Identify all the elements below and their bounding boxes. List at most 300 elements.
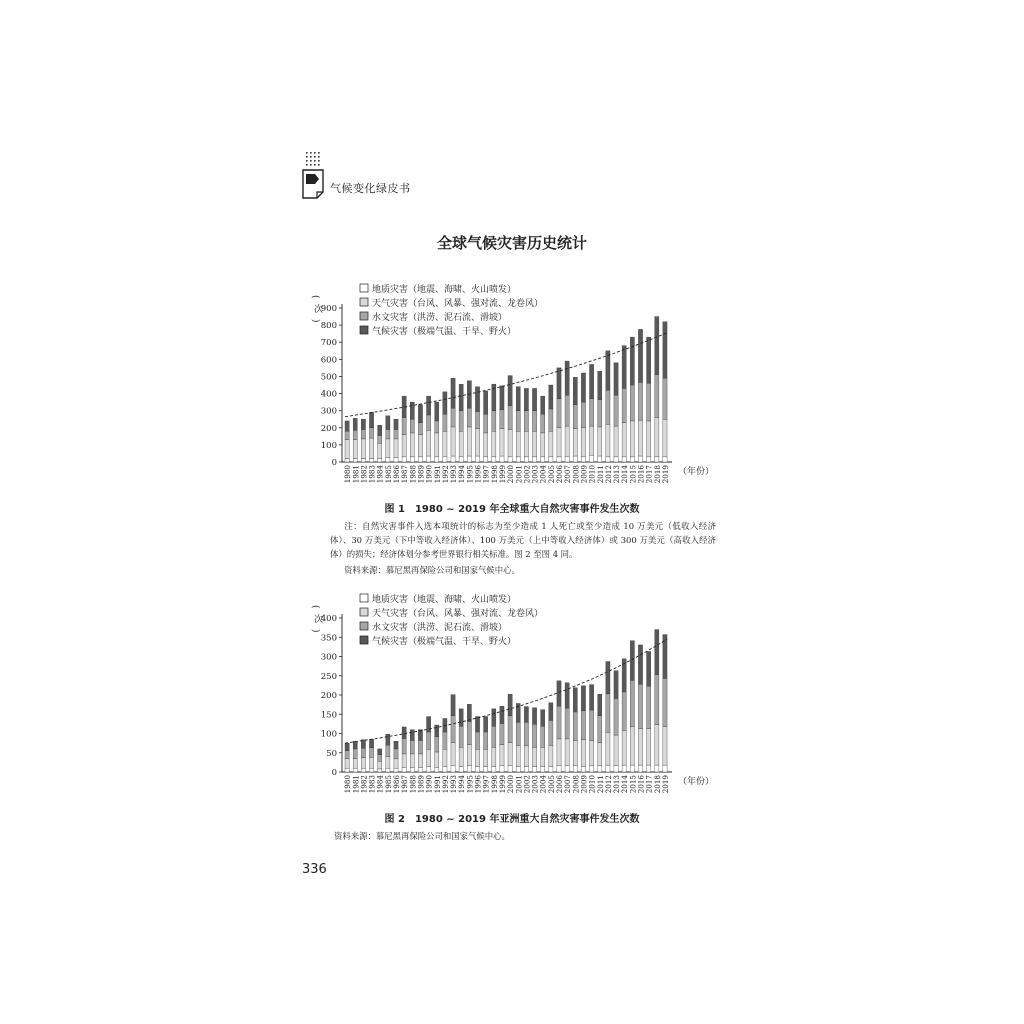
- bar-segment: [378, 755, 382, 762]
- x-tick-label: 2007: [563, 775, 573, 794]
- bar-segment: [443, 392, 447, 414]
- bar-segment: [590, 364, 594, 398]
- bar-segment: [598, 427, 602, 456]
- bar-segment: [614, 363, 618, 396]
- bar-segment: [361, 748, 365, 758]
- bar-segment: [361, 459, 365, 462]
- x-tick-label: 2000: [506, 465, 516, 484]
- bar-segment: [459, 457, 463, 462]
- bar-segment: [524, 388, 528, 410]
- bar-segment: [427, 415, 431, 430]
- x-tick-label: 1989: [416, 465, 426, 484]
- x-tick-label: 1985: [383, 775, 393, 794]
- legend-label: 天气灾害（台风、风暴、强对流、龙卷风）: [372, 609, 544, 619]
- bar-segment: [524, 457, 528, 462]
- bar-segment: [459, 726, 463, 747]
- bar-segment: [590, 710, 594, 741]
- y-axis-label-bracket: (: [310, 295, 320, 299]
- bar-segment: [361, 758, 365, 768]
- bar-segment: [394, 749, 398, 759]
- bar-segment: [378, 769, 382, 772]
- bar-segment: [598, 743, 602, 766]
- figure-note: [330, 519, 716, 561]
- x-tick-label: 2011: [595, 775, 605, 794]
- bar-segment: [418, 405, 422, 423]
- x-tick-label: 1992: [440, 465, 450, 484]
- bar-segment: [361, 768, 365, 772]
- x-tick-label: 1988: [408, 465, 418, 484]
- bar-segment: [394, 439, 398, 458]
- bar-segment: [467, 456, 471, 462]
- legend-swatch: [360, 622, 368, 630]
- bar-segment: [532, 724, 536, 747]
- legend-label: 天气灾害（台风、风暴、强对流、龙卷风）: [372, 299, 544, 309]
- bar-segment: [614, 698, 618, 735]
- bar-segment: [655, 765, 659, 772]
- figure-1-caption: 图 1 1980 ~ 2019 年全球重大自然灾害事件发生次数: [384, 504, 640, 515]
- bar-segment: [353, 768, 357, 772]
- bar-segment: [353, 459, 357, 462]
- bar-segment: [394, 741, 398, 749]
- bar-segment: [598, 456, 602, 462]
- legend-label: 地质灾害（地震、海啸、火山喷发）: [372, 285, 517, 295]
- x-tick-label: 1983: [367, 775, 377, 794]
- bar-segment: [451, 766, 455, 772]
- bar-segment: [516, 457, 520, 462]
- legend-swatch: [360, 298, 368, 306]
- y-tick-label: 0: [331, 768, 337, 778]
- bar-segment: [655, 375, 659, 418]
- x-axis-label: （年份）: [678, 467, 715, 477]
- bar-segment: [581, 740, 585, 767]
- x-tick-label: 1981: [351, 465, 361, 484]
- bar-segment: [541, 457, 545, 462]
- bar-segment: [451, 695, 455, 716]
- x-tick-label: 2018: [652, 775, 662, 794]
- trend-line: [345, 639, 667, 743]
- bar-segment: [427, 732, 431, 749]
- bar-segment: [557, 739, 561, 766]
- bar-segment: [532, 431, 536, 457]
- bar-segment: [655, 317, 659, 375]
- bar-segment: [484, 457, 488, 462]
- x-tick-label: 2008: [571, 775, 581, 794]
- bar-segment: [638, 329, 642, 382]
- bar-segment: [606, 351, 610, 390]
- bar-segment: [524, 411, 528, 432]
- bar-segment: [353, 440, 357, 459]
- x-tick-label: 2014: [620, 465, 630, 484]
- bar-segment: [590, 455, 594, 462]
- bar-segment: [638, 420, 642, 456]
- bar-segment: [581, 686, 585, 711]
- x-tick-label: 2008: [571, 465, 581, 484]
- x-tick-label: 2019: [660, 465, 670, 484]
- bar-segment: [508, 694, 512, 716]
- bar-segment: [345, 421, 349, 431]
- x-tick-label: 1983: [367, 465, 377, 484]
- bar-segment: [598, 766, 602, 772]
- figure-2-caption: 图 2 1980 ~ 2019 年亚洲重大自然灾害事件发生次数: [384, 814, 640, 825]
- bar-segment: [386, 439, 390, 458]
- bar-segment: [443, 767, 447, 772]
- bar-segment: [435, 737, 439, 752]
- bar-segment: [524, 722, 528, 745]
- x-tick-label: 2016: [636, 465, 646, 484]
- bar-segment: [410, 419, 414, 433]
- running-header-title: 气候变化绿皮书: [330, 182, 411, 195]
- y-tick-label: 500: [320, 372, 337, 383]
- x-tick-label: 1994: [457, 775, 467, 794]
- x-tick-label: 2006: [555, 465, 564, 484]
- y-tick-label: 200: [320, 423, 337, 434]
- x-tick-label: 2009: [579, 465, 589, 484]
- bar-segment: [647, 421, 651, 457]
- bar-segment: [573, 688, 577, 712]
- bar-segment: [598, 400, 602, 427]
- x-tick-label: 2012: [603, 775, 613, 794]
- x-tick-label: 1984: [375, 465, 385, 484]
- bar-segment: [581, 402, 585, 428]
- bar-segment: [459, 411, 463, 432]
- bar-segment: [638, 382, 642, 420]
- bar-segment: [663, 378, 667, 419]
- x-tick-label: 1990: [424, 775, 434, 794]
- bar-segment: [427, 749, 431, 766]
- bar-segment: [516, 767, 520, 772]
- bar-segment: [598, 694, 602, 716]
- bar-segment: [655, 725, 659, 765]
- bar-segment: [565, 426, 569, 457]
- bar-segment: [484, 767, 488, 772]
- x-tick-label: 2003: [530, 775, 540, 794]
- bar-segment: [467, 427, 471, 456]
- x-tick-label: 1999: [497, 775, 507, 794]
- bar-segment: [614, 766, 618, 772]
- bar-segment: [361, 429, 365, 438]
- bar-segment: [598, 716, 602, 743]
- x-tick-label: 1986: [392, 775, 401, 794]
- bar-segment: [369, 412, 373, 427]
- bar-segment: [541, 433, 545, 457]
- legend-label: 地质灾害（地震、海啸、火山喷发）: [372, 595, 517, 605]
- bar-segment: [549, 385, 553, 409]
- bar-segment: [459, 709, 463, 726]
- bar-segment: [386, 745, 390, 757]
- bar-segment: [410, 433, 414, 457]
- x-tick-label: 2018: [652, 465, 662, 484]
- bar-segment: [549, 745, 553, 766]
- bar-segment: [630, 765, 634, 772]
- bar-segment: [647, 457, 651, 462]
- bar-segment: [500, 766, 504, 772]
- x-tick-label: 2005: [546, 465, 556, 484]
- x-tick-label: 1986: [392, 465, 401, 484]
- bar-segment: [418, 423, 422, 435]
- x-tick-label: 2013: [612, 775, 622, 794]
- bar-segment: [353, 759, 357, 769]
- bar-segment: [484, 414, 488, 433]
- x-tick-label: 1985: [383, 465, 393, 484]
- bar-segment: [394, 429, 398, 438]
- bar-segment: [451, 408, 455, 427]
- x-tick-label: 2009: [579, 775, 589, 794]
- bar-segment: [606, 732, 610, 765]
- bar-segment: [557, 368, 561, 399]
- bar-segment: [435, 421, 439, 433]
- bar-segment: [475, 749, 479, 766]
- x-tick-label: 1998: [489, 465, 499, 484]
- x-tick-label: 2010: [587, 465, 597, 484]
- bar-segment: [638, 456, 642, 462]
- bar-segment: [549, 720, 553, 745]
- bar-segment: [492, 709, 496, 726]
- bar-segment: [459, 431, 463, 457]
- bar-segment: [630, 385, 634, 421]
- x-tick-label: 1995: [465, 775, 475, 794]
- bar-segment: [492, 767, 496, 772]
- bar-segment: [435, 457, 439, 462]
- x-tick-label: 1982: [359, 465, 369, 484]
- bar-segment: [638, 645, 642, 684]
- x-tick-label: 1999: [497, 465, 507, 484]
- bar-segment: [573, 405, 577, 429]
- x-tick-label: 1996: [473, 465, 483, 484]
- x-tick-label: 2004: [538, 775, 548, 794]
- bar-segment: [565, 708, 569, 739]
- bar-segment: [394, 768, 398, 772]
- x-tick-label: 2006: [555, 775, 564, 794]
- bar-segment: [427, 456, 431, 462]
- bar-segment: [541, 747, 545, 766]
- legend-swatch: [360, 636, 368, 644]
- x-tick-label: 1997: [481, 465, 491, 484]
- bar-segment: [475, 412, 479, 429]
- x-tick-label: 1987: [400, 775, 410, 794]
- bar-segment: [451, 743, 455, 766]
- legend-swatch: [360, 608, 368, 616]
- y-tick-label: 400: [320, 614, 337, 624]
- y-tick-label: 350: [320, 633, 337, 644]
- bar-segment: [524, 431, 528, 457]
- bar-segment: [484, 433, 488, 457]
- bar-segment: [532, 767, 536, 772]
- bar-segment: [427, 430, 431, 456]
- x-tick-label: 1998: [489, 775, 499, 794]
- bar-segment: [378, 761, 382, 769]
- bar-segment: [516, 722, 520, 745]
- bar-segment: [443, 414, 447, 431]
- bar-segment: [410, 457, 414, 462]
- x-tick-label: 2004: [538, 465, 548, 484]
- bar-segment: [492, 411, 496, 432]
- legend-swatch: [360, 312, 368, 320]
- bar-segment: [614, 671, 618, 699]
- y-axis-label-bracket: ): [310, 629, 320, 633]
- bar-segment: [606, 390, 610, 424]
- x-tick-label: 1981: [351, 775, 361, 794]
- bar-segment: [369, 757, 373, 768]
- bar-segment: [606, 694, 610, 733]
- bar-segment: [663, 322, 667, 378]
- bar-segment: [345, 431, 349, 440]
- bar-segment: [630, 641, 634, 681]
- bar-segment: [573, 456, 577, 462]
- bar-segment: [467, 766, 471, 772]
- bar-segment: [353, 749, 357, 759]
- bar-segment: [378, 443, 382, 458]
- figure-2-source: 资料来源：慕尼黑再保险公司和国家气候中心。: [334, 831, 510, 841]
- bar-segment: [467, 408, 471, 427]
- bar-segment: [378, 435, 382, 443]
- bar-segment: [410, 402, 414, 419]
- bar-segment: [622, 765, 626, 772]
- bar-segment: [402, 754, 406, 767]
- bar-segment: [508, 406, 512, 430]
- bar-segment: [549, 409, 553, 431]
- y-axis-label: 次: [314, 305, 324, 315]
- y-tick-label: 700: [320, 338, 337, 349]
- y-tick-label: 250: [320, 671, 337, 682]
- bar-segment: [467, 704, 471, 721]
- bar-segment: [394, 458, 398, 462]
- bar-segment: [418, 754, 422, 767]
- x-tick-label: 1984: [375, 775, 385, 794]
- x-tick-label: 1980: [343, 775, 353, 794]
- bar-segment: [394, 759, 398, 769]
- bar-segment: [451, 716, 455, 743]
- bar-segment: [524, 745, 528, 766]
- x-tick-label: 2001: [514, 775, 524, 794]
- legend-label: 气候灾害（极端气温、干旱、野火）: [372, 637, 517, 647]
- bar-segment: [663, 678, 667, 726]
- x-tick-label: 2019: [660, 775, 670, 794]
- bar-segment: [451, 378, 455, 408]
- bar-segment: [565, 395, 569, 426]
- trend-line: [345, 333, 667, 417]
- bar-segment: [500, 723, 504, 744]
- bar-segment: [590, 741, 594, 766]
- bar-segment: [402, 767, 406, 772]
- bar-segment: [532, 388, 536, 410]
- bar-segment: [369, 748, 373, 758]
- bar-segment: [557, 457, 561, 462]
- bar-segment: [508, 429, 512, 456]
- legend-label: 水文灾害（洪涝、泥石流、滑坡）: [372, 313, 508, 323]
- x-tick-label: 1991: [432, 775, 442, 794]
- bar-segment: [475, 456, 479, 462]
- bar-segment: [557, 681, 561, 706]
- bar-segment: [386, 734, 390, 745]
- bar-segment: [369, 459, 373, 462]
- bar-segment: [541, 710, 545, 727]
- legend-swatch: [360, 326, 368, 334]
- chart-legend: [360, 593, 543, 647]
- bar-segment: [614, 457, 618, 462]
- bar-segment: [630, 337, 634, 385]
- x-tick-label: 2007: [563, 465, 573, 484]
- bar-segment: [647, 651, 651, 686]
- bar-segment: [573, 766, 577, 772]
- bar-segment: [500, 456, 504, 462]
- bar-segment: [647, 337, 651, 383]
- bar-segment: [663, 727, 667, 766]
- bar-segment: [361, 419, 365, 429]
- x-tick-label: 2016: [636, 775, 646, 794]
- x-tick-label: 2013: [612, 465, 622, 484]
- bar-segment: [435, 402, 439, 421]
- bar-segment: [500, 386, 504, 410]
- bar-segment: [622, 346, 626, 389]
- bar-segment: [459, 747, 463, 766]
- bar-segment: [386, 416, 390, 430]
- bar-segment: [532, 457, 536, 462]
- bar-segment: [475, 387, 479, 412]
- y-tick-label: 300: [320, 406, 337, 417]
- bar-segment: [345, 759, 349, 769]
- bar-segment: [378, 749, 382, 755]
- book-corner-icon: [302, 152, 324, 200]
- bar-segment: [541, 396, 545, 414]
- chart-plot-area: [310, 605, 714, 793]
- bar-segment: [647, 686, 651, 728]
- bar-segment: [484, 732, 488, 749]
- x-tick-label: 2011: [595, 465, 605, 484]
- bar-segment: [345, 459, 349, 462]
- bar-segment: [647, 383, 651, 421]
- bar-segment: [516, 387, 520, 411]
- bar-segment: [402, 727, 406, 739]
- x-tick-label: 2017: [644, 465, 654, 484]
- bar-segment: [475, 732, 479, 749]
- bar-segment: [443, 431, 447, 457]
- bar-segment: [500, 429, 504, 456]
- bar-segment: [516, 431, 520, 457]
- x-tick-label: 1996: [473, 775, 483, 794]
- bar-segment: [549, 703, 553, 721]
- bar-segment: [532, 411, 536, 432]
- bar-segment: [443, 749, 447, 766]
- x-tick-label: 2015: [628, 775, 638, 794]
- bar-segment: [451, 456, 455, 462]
- x-tick-label: 2000: [506, 775, 516, 794]
- bar-segment: [598, 371, 602, 399]
- bar-segment: [630, 457, 634, 462]
- bar-segment: [386, 757, 390, 769]
- bar-segment: [557, 428, 561, 457]
- bar-segment: [467, 722, 471, 745]
- bar-segment: [402, 435, 406, 457]
- bar-segment: [541, 726, 545, 747]
- y-tick-label: 300: [320, 652, 337, 663]
- bar-segment: [402, 457, 406, 462]
- bar-segment: [557, 706, 561, 739]
- bar-segment: [606, 424, 610, 457]
- global-disaster-chart: [300, 278, 720, 498]
- x-tick-label: 2014: [620, 775, 630, 794]
- bar-segment: [410, 754, 414, 767]
- bar-segment: [345, 768, 349, 772]
- bar-segment: [565, 361, 569, 395]
- bar-segment: [508, 376, 512, 406]
- figure-note-text: 注：自然灾害事件入选本项统计的标志为至少造成 1 人死亡或至少造成 10 万美元（低收入经济体）、30 万美元（下中等收入经济体）、100 万美元（上中等收入经济体）或 300 万美元（高收入经济体）的损失；经济体划分参考世界银行相关标准。图 2 至图 4 同。: [330, 521, 716, 559]
- bar-segment: [565, 683, 569, 708]
- bar-segment: [443, 732, 447, 749]
- bar-segment: [565, 739, 569, 766]
- bar-segment: [410, 730, 414, 741]
- x-tick-label: 1982: [359, 775, 369, 794]
- bar-segment: [630, 680, 634, 726]
